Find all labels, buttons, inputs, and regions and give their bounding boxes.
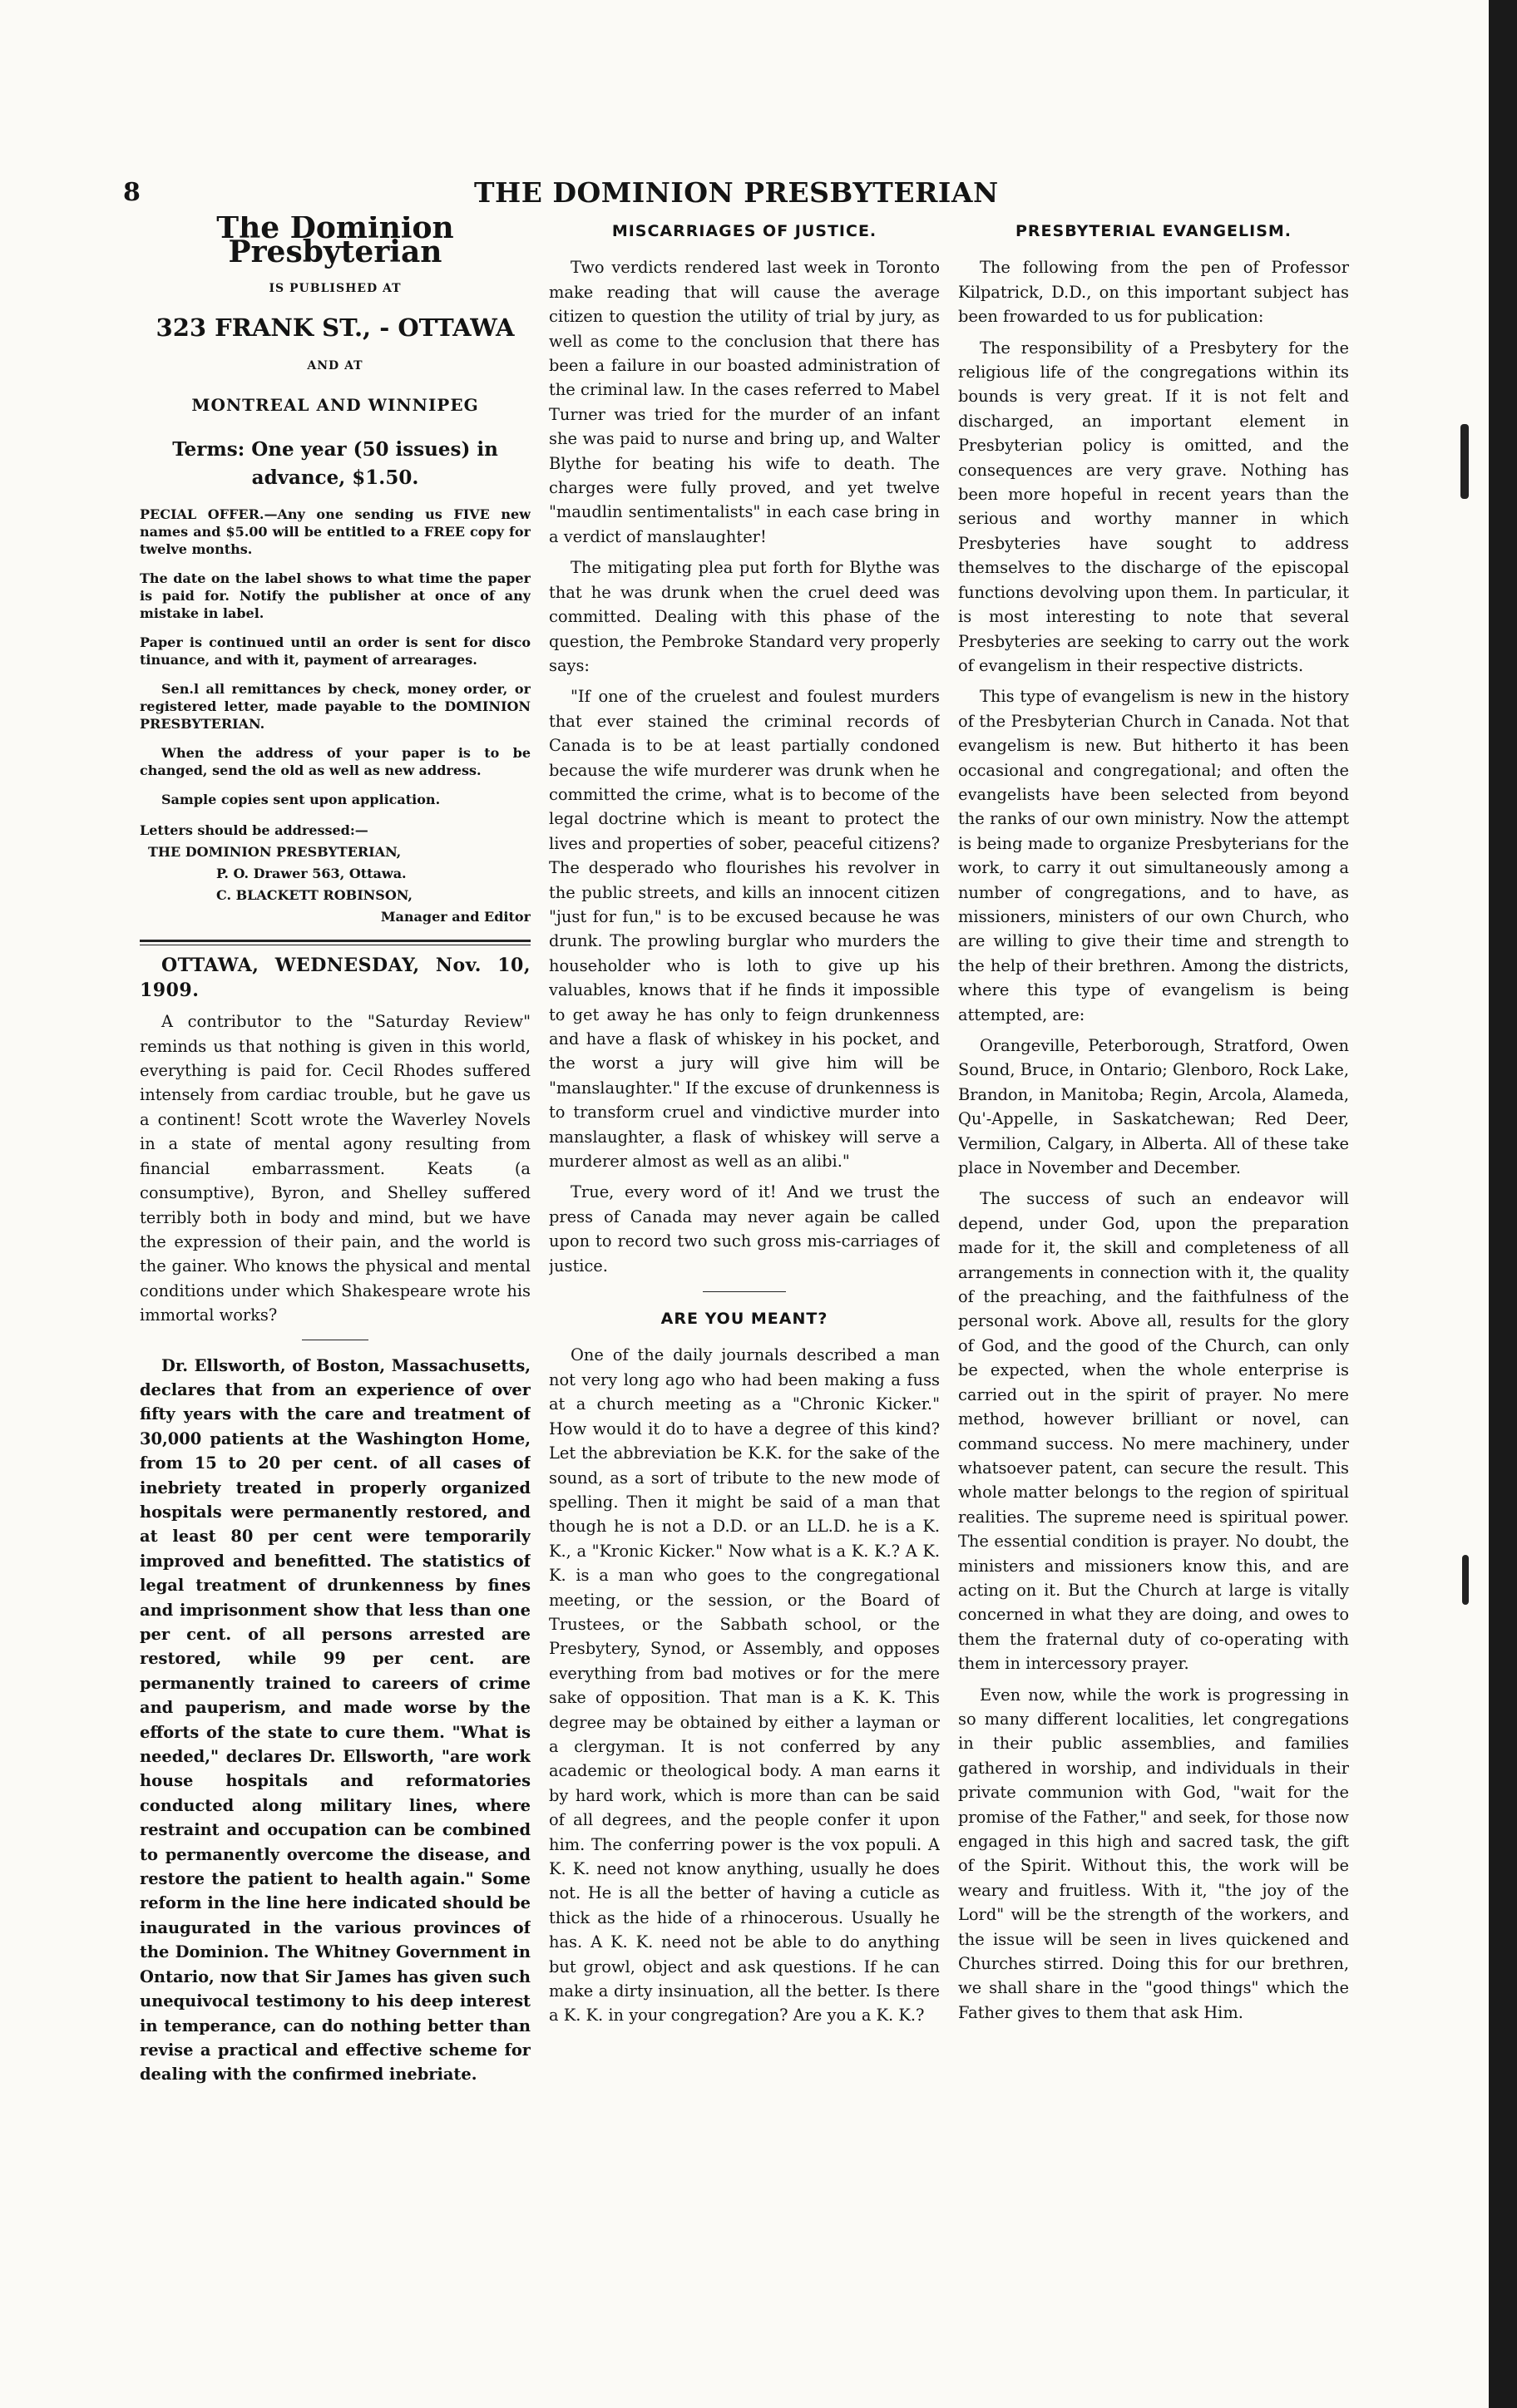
editorial-paragraph: Dr. Ellsworth, of Boston, Massachusetts, declares that from an experience of over fifty years with the care and treatment of 30,000 patients at the Washington Home, from 15 to 20 per cent. of all cases of inebriety treated in properly organized hospitals were permanently restored, and at least 80 per cent were temporarily improved and benefitted. The statistics of legal treatment of drunkenness by fines and imprisonment show that less than one per cent. of all persons arrested are restored, while 99 per cent. are permanently trained to careers of crime and pauperism, and made worse by the efforts of the state to cure them. "What is needed," declares Dr. Ellsworth, "are work house hospitals and reformatories conducted along military lines, where restraint and occupation can be combined to permanently overcome the disease, and restore the patient to health again." Some reform in the line here indicated should be inaugurated in the various provinces of the Dominion. The Whitney Government in Ontario, now that Sir James has given such unequivocal testimony to his deep interest in temperance, can do nothing better than revise a practical and effective scheme for dealing with the confirmed inebriate. — [140, 1355, 531, 2085]
notice-label-date: The date on the label shows to what time the paper is paid for. Notify the publisher at once of any mistake in label. — [140, 570, 531, 622]
dateline: OTTAWA, WEDNESDAY, Nov. 10, 1909. — [140, 955, 531, 1001]
article-paragraph: One of the daily journals described a man not very long ago who had been making a fuss at a church meeting as a "Chronic Kicker." How would it do to have a degree of this kind? Let the abbreviation be K.K. for the sake of the sound, as a sort of tribute to the new mode of spelling. Then it might be said of a man that though he is not a D.D. or an LL.D. he is a K. K., a "Kronic Kicker." Now what is a K. K.? A K. K. is a man who goes to the congregational meeting, or the session, or the Board of Trustees, or the Sabbath school, or the Presbytery, Synod, or Assembly, and opposes everything from bad motives or for the mere sake of opposition. That man is a K. K. This degree may be obtained by either a layman or a clergyman. It is not conferred by any academic or theological body. A man earns it by hard work, which is more than can be said of all degrees, and the people confer it upon him. The conferring power is the vox populi. A K. K. need not know anything, usually he does not. He is all the better of having a cuticle as thick as the hide of a rhinocerous. Usually he has. A K. K. need not be able to do anything but growl, object and ask questions. If he can make a dirty insinuation, all the better. Is there a K. K. in your congregation? Are you a K. K.? — [549, 1345, 940, 2026]
article-paragraph: Two verdicts rendered last week in Toronto make reading that will cause the average citizen to question the utility of trial by jury, as well as come to the conclusion that there has been a failure in our boasted administration of the criminal law. In the cases referred to Mabel Turner was tried for the murder of an infant she was paid to nurse and bring up, and Walter Blythe for beating his wife to death. The charges were fully proved, and yet twelve "maudlin sentimentalists" in each case bring in a verdict of manslaughter! — [549, 258, 940, 546]
letters-org: THE DOMINION PRESBYTERIAN, — [148, 844, 402, 861]
article-paragraph: The mitigating plea put forth for Blythe was that he was drunk when the cruel deed was committed. Dealing with this phase of the question, the Pembroke Standard very properly says: — [549, 558, 940, 675]
letters-role: Manager and Editor — [380, 909, 531, 925]
running-head: THE DOMINION PRESBYTERIAN — [474, 176, 999, 209]
column-left — [140, 216, 531, 2287]
article-heading-evangelism: PRESBYTERIAL EVANGELISM. — [1015, 222, 1292, 240]
notice-address-change: When the address of your paper is to be changed, send the old as well as new address. — [140, 745, 531, 779]
article-heading-meant: ARE YOU MEANT? — [660, 1310, 828, 1329]
article-paragraph: The following from the pen of Professor Kilpatrick, D.D., on this important subject has been frowarded to us for publication: — [958, 258, 1349, 327]
masthead-and-at: AND AT — [307, 358, 363, 373]
letters-box: P. O. Drawer 563, Ottawa. — [216, 866, 407, 882]
article-paragraph: This type of evangelism is new in the history of the Presbyterian Church in Canada. Not that evangelism is new. But hitherto it has been occasional and congregational; and often the evangelists have been selected from beyond the ranks of our own ministry. Now the attempt is being made to organize Presbyterians for the work, to carry it out simultaneously among a number of congregations, and to have, as missioners, ministers of our own Church, who are willing to give their time and strength to the help of their brethren. Among the districts, where this type of evangelism is being attempted, are: — [958, 687, 1349, 1024]
notice-remittances: Sen.l all remittances by check, money order, or registered letter, made payable to the DOMINION PRESBYTERIAN. — [140, 681, 531, 733]
article-paragraph: Even now, while the work is progressing in so many different localities, let congregations in their public assemblies, and families gathered in worship, and individuals in their private communion with God, "wait for the promise of the Father," and seek, for those now engaged in this high and sacred task, the gift of the Spirit. Without this, the work will be weary and fruitless. With it, "the joy of the Lord" will be the strength of the workers, and the issue will be seen in lives quickened and Churches stirred. Doing this for our brethren, we shall share in the "good things" which the Father gives to them that ask Him. — [958, 1685, 1349, 2022]
subscription-terms: Terms: One year (50 issues) in advance, $1.50. — [172, 438, 498, 490]
letters-name: C. BLACKETT ROBINSON, — [216, 887, 413, 904]
masthead-title: The Dominion Presbyterian — [216, 216, 454, 270]
article-paragraph: The success of such an endeavor will depend, under God, upon the preparation made for it, the skill and completeness of all arrangements in connection with it, the quality of the preaching, and the faithfulness of the personal work. Above all, results for the glory of God, and the good of the Church, can only be expected, when the whole enterprise is carried out in the spirit of prayer. No mere method, however brilliant or novel, can command success. No mere machinery, under whatsoever patent, can secure the result. This whole matter belongs to the region of spiritual realities. The supreme need is spiritual power. The essential condition is prayer. No doubt, the ministers and missioners know this, and are acting on it. But the Church at large is vitally concerned in what they are doing, and owes to them the fraternal duty of co-operating with them in intercessory prayer. — [958, 1189, 1349, 1674]
article-paragraph: "If one of the cruelest and foulest murders that ever stained the criminal records of Canada is to be at least partially condoned because the wife murderer was drunk when he committed the crime, what is to become of the legal doctrine which is meant to protect the lives and properties of sober, peaceful citizens? The desperado who flourishes his revolver in the public streets, and kills an innocent citizen "just for fun," is to be excused because he was drunk. The prowling burglar who murders the householder who is loth to give up his valuables, knows that if he finds it impossible to get away he has only to feign drunkenness and have a flask of whiskey in his pocket, and the worst a jury will give him will be "manslaughter." If the excuse of drunkenness is to transform cruel and vindictive murder into manslaughter, a flask of whiskey will serve a murderer almost as well as an alibi." — [549, 687, 940, 1172]
article-paragraph: The responsibility of a Presbytery for the religious life of the congregations within its bounds is very great. If it is not felt and discharged, an important element in Presbyterian policy is omitted, and the consequences are very grave. Nothing has been more hopeful in recent years than the serious and worthy manner in which Presbyteries have sought to address themselves to the discharge of the episcopal functions devolving upon them. In particular, it is most interesting to note that several Presbyteries are seeking to carry out the work of evangelism in their respective districts. — [958, 338, 1349, 675]
article-heading-miscarriages: MISCARRIAGES OF JUSTICE. — [611, 222, 877, 240]
double-rule — [140, 940, 531, 942]
notice-special-offer: PECIAL OFFER.—Any one sending us FIVE new names and $5.00 will be entitled to a FREE copy for twelve months. — [140, 506, 531, 558]
column-right — [958, 216, 1349, 2287]
masthead-address: 323 FRANK ST., - OTTAWA — [156, 313, 515, 343]
scan-border — [1489, 0, 1517, 2408]
letters-block — [140, 820, 531, 928]
notice-continuance: Paper is continued until an order is sent for disco tinuance, and with it, payment of arrearages. — [140, 634, 531, 669]
column-middle — [549, 216, 940, 2287]
masthead-cities: MONTREAL AND WINNIPEG — [191, 395, 479, 416]
scan-artifact — [1460, 424, 1469, 499]
letters-intro: Letters should be addressed:— — [140, 822, 368, 839]
notice-sample-copies: Sample copies sent upon application. — [161, 792, 441, 808]
editorial-paragraph: A contributor to the "Saturday Review" reminds us that nothing is given in this world, everything is paid for. Cecil Rhodes suffered intensely from cardiac trouble, but he gave us a continent! Scott wrote the Waverley Novels in a state of mental agony resulting from financial embarrassment. Keats (a consumptive), Byron, and Shelley suffered terribly both in body and mind, but we have the expression of their pain, and the world is the gainer. Who knows the physical and mental conditions under which Shakespeare wrote his immortal works? — [140, 1012, 531, 1325]
page-number: 8 — [123, 178, 141, 207]
article-paragraph: True, every word of it! And we trust the press of Canada may never again be called upon to record two such gross mis-carriages of justice. — [549, 1182, 940, 1276]
article-paragraph: Orangeville, Peterborough, Stratford, Owen Sound, Bruce, in Ontario; Glenboro, Rock Lake, Brandon, in Manitoba; Regin, Arcola, Alameda, Qu'-Appelle, in Saskatchewan; Red Deer, Vermilion, Calgary, in Alberta. All of these take place in November and December. — [958, 1036, 1349, 1178]
masthead-published-at: IS PUBLISHED AT — [269, 281, 402, 295]
newspaper-page — [108, 166, 1356, 2295]
section-rule — [703, 1291, 786, 1292]
scan-artifact — [1462, 1555, 1469, 1605]
